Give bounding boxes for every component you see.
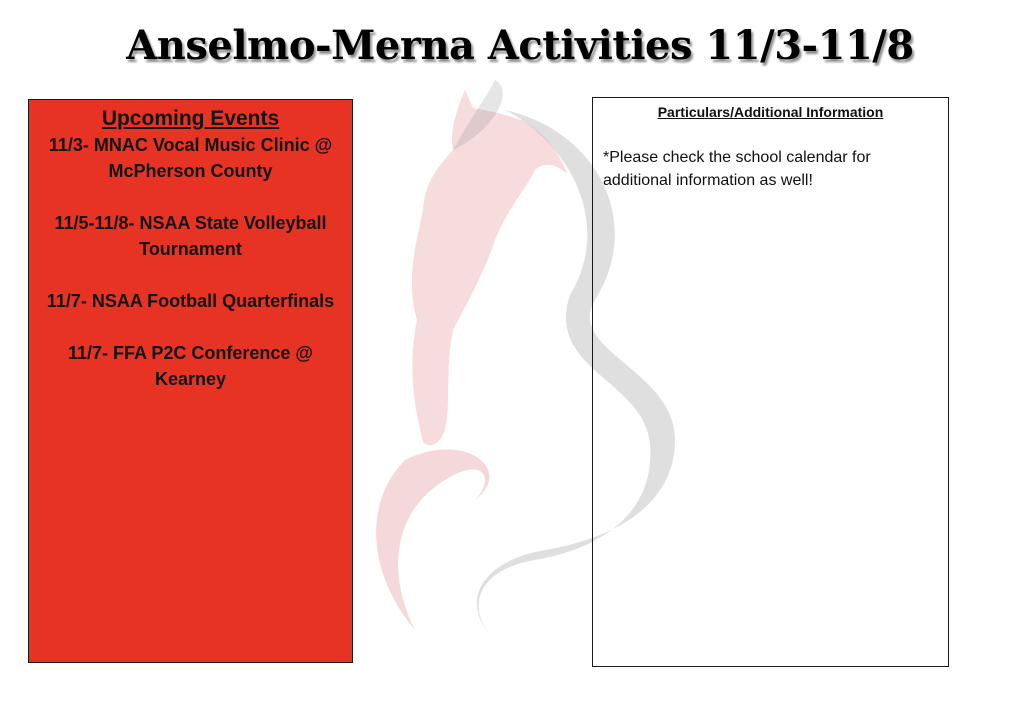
page-title: Anselmo-Merna Activities 11/3-11/8 xyxy=(126,22,914,69)
additional-info-panel xyxy=(592,97,949,667)
additional-info-note: *Please check the school calendar for additional information as well! xyxy=(603,149,871,189)
event-item: 11/7- FFA P2C Conference @ Kearney xyxy=(68,343,313,389)
upcoming-events-panel xyxy=(28,99,353,663)
additional-info-heading: Particulars/Additional Information xyxy=(657,104,884,120)
upcoming-events-heading: Upcoming Events xyxy=(101,107,280,130)
event-item: 11/5-11/8- NSAA State Volleyball Tournament xyxy=(54,213,327,259)
event-item: 11/7- NSAA Football Quarterfinals xyxy=(46,291,335,311)
event-item: 11/3- MNAC Vocal Music Clinic @ McPherson County xyxy=(48,135,333,181)
